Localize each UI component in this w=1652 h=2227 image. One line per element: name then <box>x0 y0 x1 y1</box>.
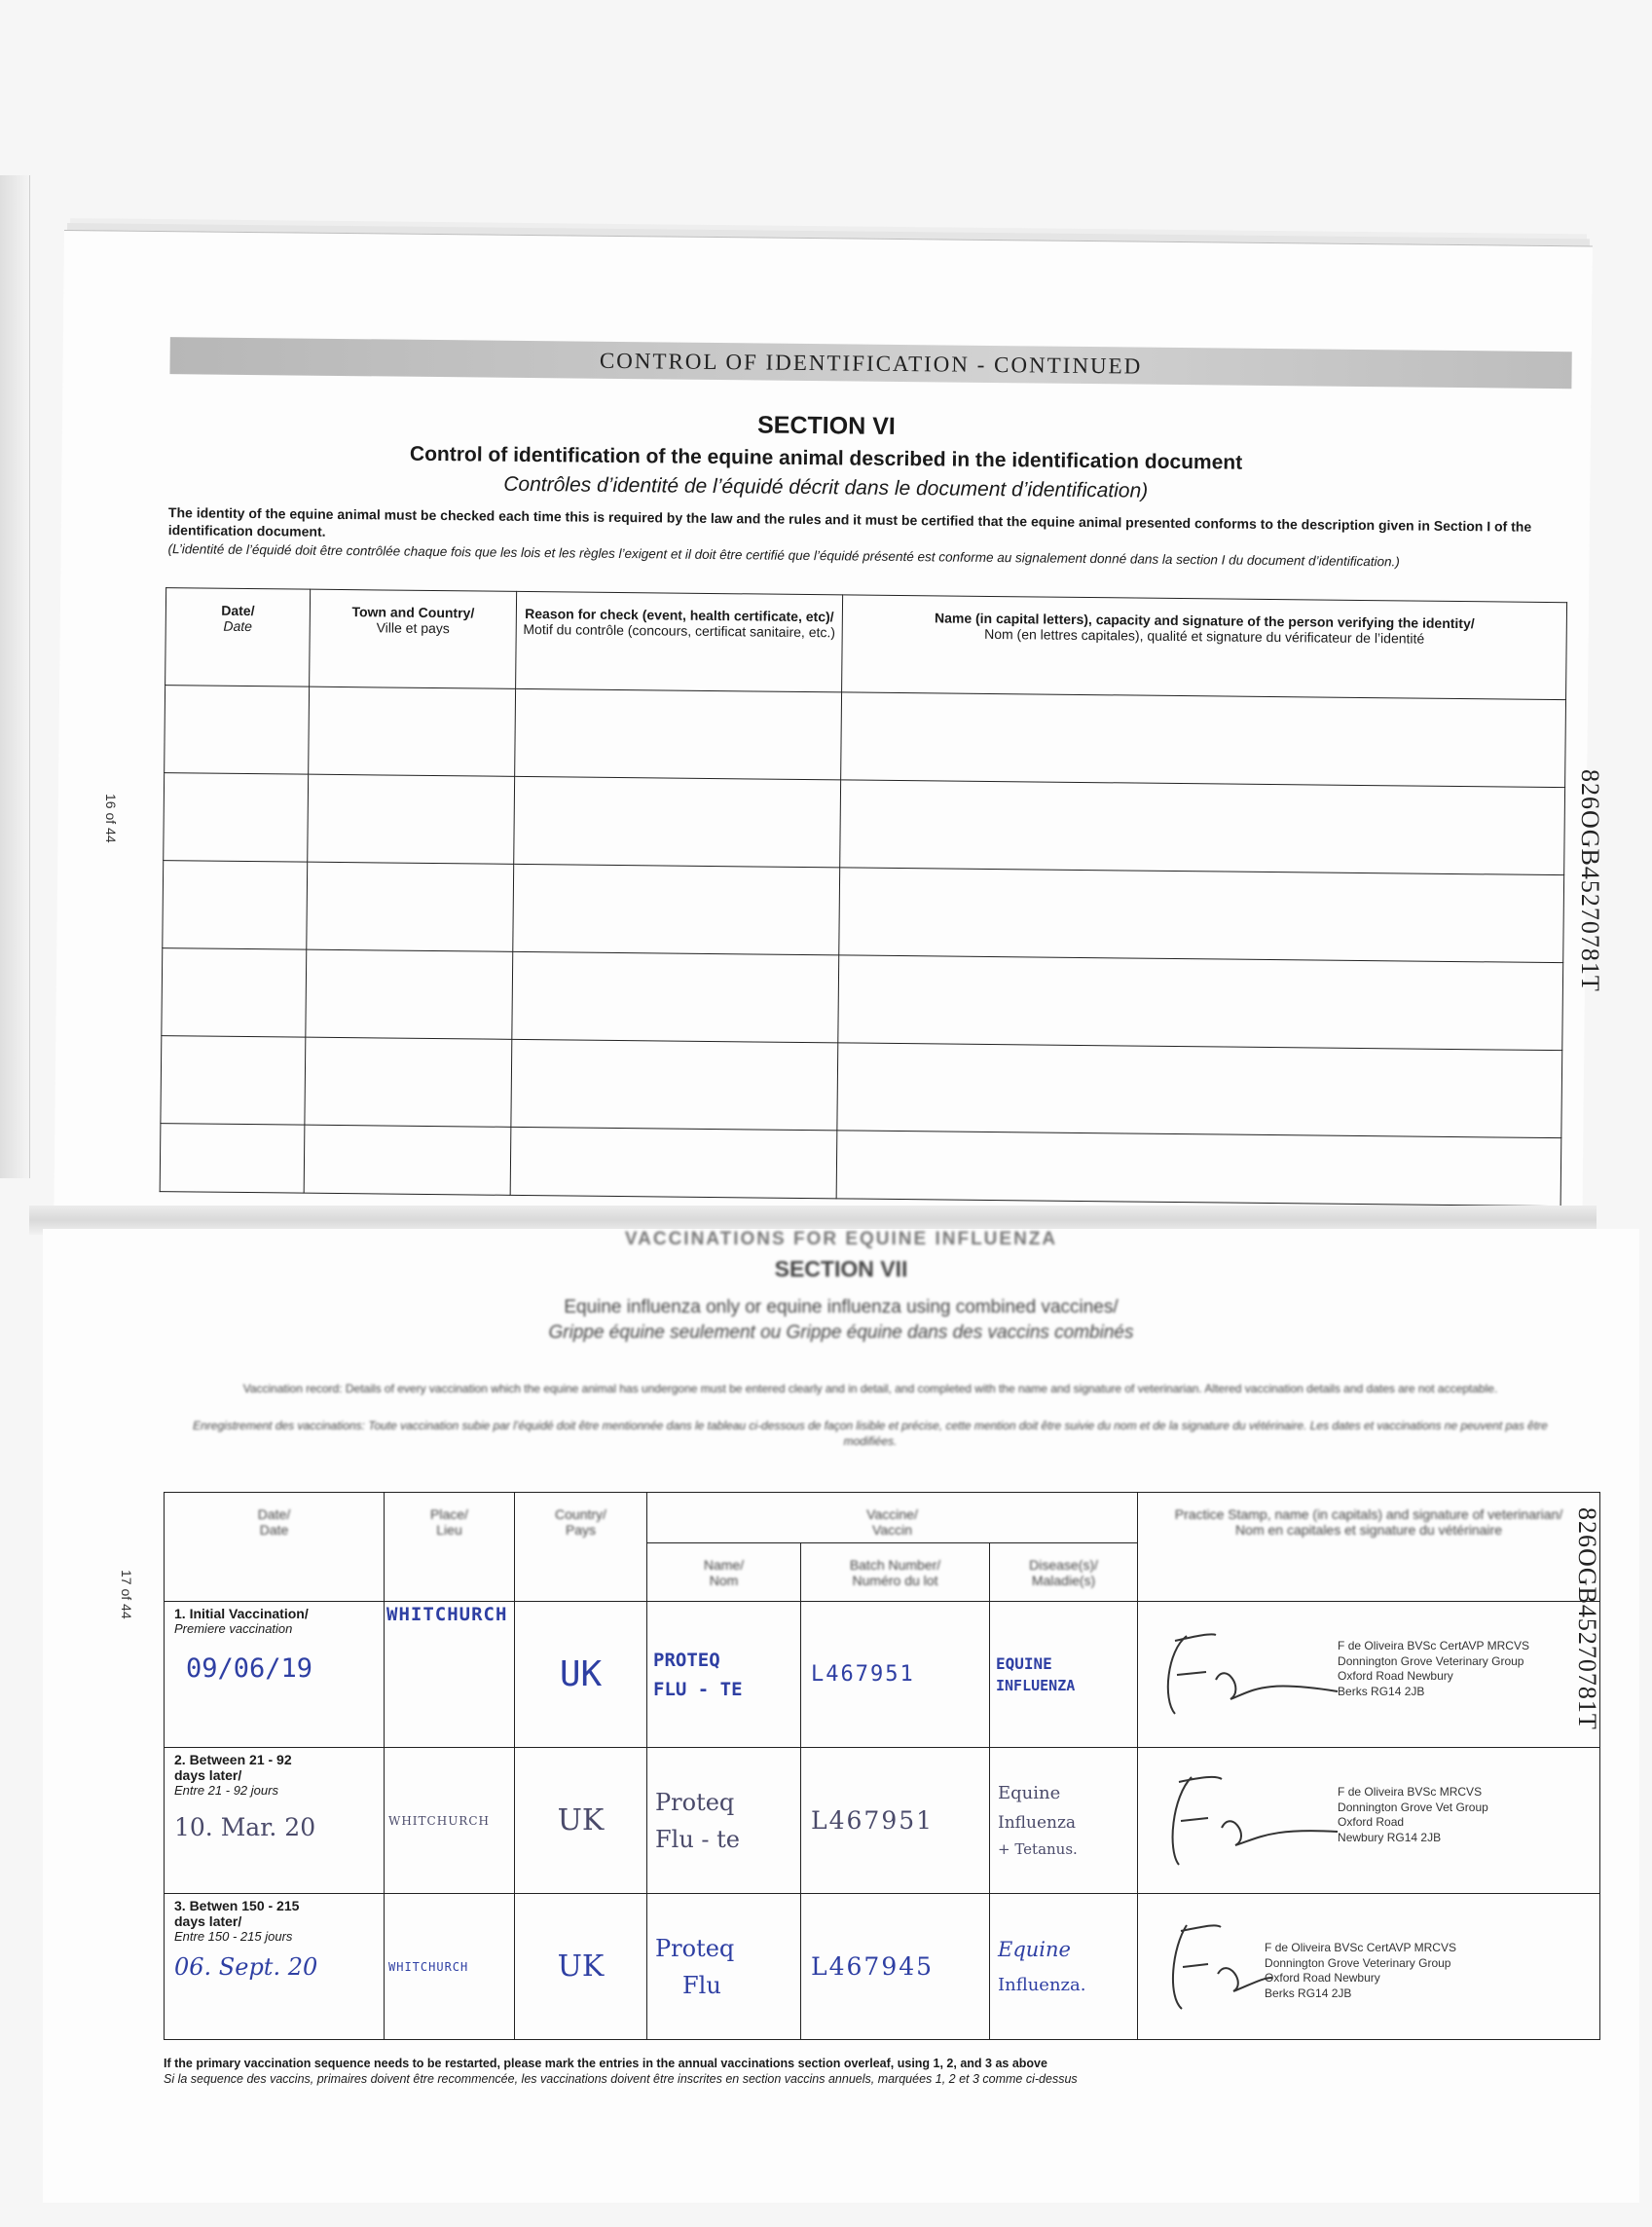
disease-cell[interactable]: Equine Influenza. <box>990 1894 1138 2040</box>
vet-stamp: F de Oliveira BVSc MRCVS Donnington Grove Vet Group Oxford Road Newbury RG14 2JB <box>1338 1785 1488 1844</box>
section-banner-blurred: VACCINATIONS FOR EQUINE INFLUENZA <box>624 1229 1058 1249</box>
header-country: Country/ Pays <box>515 1493 647 1602</box>
subtitle-english: Equine influenza only or equine influenza using combined vaccines/ <box>564 1297 1119 1318</box>
table-row <box>163 861 1564 963</box>
date-value: 10. Mar. 20 <box>174 1813 316 1841</box>
header-reason: Reason for check (event, health certificate, etc)/ Motif du contrôle (concours, certificat sanitaire, etc.) <box>516 591 843 692</box>
disease-cell[interactable]: EQUINE INFLUENZA <box>990 1602 1138 1748</box>
section-banner: CONTROL OF IDENTIFICATION - CONTINUED <box>169 337 1571 389</box>
header-vaccine: Vaccine/ Vaccin <box>647 1493 1138 1543</box>
date-cell[interactable]: 2. Between 21 - 92 days later/ Entre 21 - 92 jours 10. Mar. 20 <box>165 1748 385 1894</box>
binder-edge <box>0 175 30 1178</box>
place-cell[interactable]: WHITCHURCH <box>385 1748 515 1894</box>
date-cell[interactable]: 3. Betwen 150 - 215 days later/ Entre 150 - 215 jours 06. Sept. 20 <box>165 1894 385 2040</box>
vaccine-name-cell[interactable]: Proteq Flu <box>647 1894 801 2040</box>
identity-check-table <box>160 587 1567 1206</box>
country-cell[interactable]: UK <box>515 1602 647 1748</box>
vet-stamp: F de Oliveira BVSc CertAVP MRCVS Donnington Grove Veterinary Group Oxford Road Newbury Berks RG14 2JB <box>1338 1639 1529 1698</box>
header-date: Date/ Date <box>165 1493 385 1602</box>
header-practice-stamp: Practice Stamp, name (in capitals) and signature of veterinarian/ Nom en capitales et signature du vétérinaire <box>1138 1493 1600 1602</box>
vet-stamp: F de Oliveira BVSc CertAVP MRCVS Donnington Grove Veterinary Group Oxford Road Newbury Berks RG14 2JB <box>1265 1941 1456 2000</box>
batch-cell[interactable]: L467951 <box>801 1748 990 1894</box>
page-number-16: 16 of 44 <box>103 794 119 843</box>
country-cell[interactable]: UK <box>515 1894 647 2040</box>
vet-stamp-cell[interactable] <box>1138 1894 1600 2040</box>
place-cell[interactable]: WHITCHURCH <box>385 1894 515 2040</box>
intro-french: (L’identité de l’équidé doit être contrôlée chaque fois que les lois et les règles l’exigent et il doit être certifié que l’équidé présenté est conforme au signalement donné dans la section I du document d’identification.) <box>167 541 1400 570</box>
table-row <box>160 1124 1561 1206</box>
footer-note-french: Si la sequence des vaccins, primaires doivent être recommencée, les vaccinations doivent être inscrites en section vaccins annuels, marquées 1, 2 et 3 comme ci-dessus <box>164 2072 1078 2086</box>
table-row <box>161 1036 1562 1138</box>
batch-cell[interactable]: L467945 <box>801 1894 990 2040</box>
intro-french: Enregistrement des vaccinations: Toute vaccination subie par l’équidé doit être mentionnée dans le tableau ci-dessous de façon lisible et précise, cette mention doit être suivie du nom et de la signature du vétérinaire. Les dates et vaccinations ne peuvent pas être modifiées. <box>193 1419 1548 1449</box>
section-title: SECTION VII <box>774 1256 908 1281</box>
header-verifier: Name (in capital letters), capacity and signature of the person verifying the identity/ Nom (en lettres capitales), qualité et signature du vérificateur de l’identité <box>842 595 1567 700</box>
table-row <box>164 773 1565 875</box>
vet-stamp-cell[interactable] <box>1138 1602 1600 1748</box>
batch-cell[interactable]: L467951 <box>801 1602 990 1748</box>
table-row <box>165 686 1566 788</box>
header-vaccine-name: Name/ Nom <box>647 1543 801 1602</box>
header-disease: Disease(s)/ Maladie(s) <box>990 1543 1138 1602</box>
header-town: Town and Country/ Ville et pays <box>310 589 517 688</box>
header-date: Date/ Date <box>165 588 311 687</box>
header-place: Place/ Lieu <box>385 1493 515 1602</box>
date-value: 09/06/19 <box>186 1653 313 1684</box>
page-17 <box>43 1229 1639 2203</box>
header-batch-number: Batch Number/ Numéro du lot <box>801 1543 990 1602</box>
table-row <box>162 948 1563 1051</box>
footer-note-english: If the primary vaccination sequence needs to be restarted, please mark the entries in the annual vaccinations section overleaf, using 1, 2, and 3 as above <box>164 2057 1047 2070</box>
date-value: 06. Sept. 20 <box>174 1953 318 1981</box>
disease-cell[interactable]: Equine Influenza + Tetanus. <box>990 1748 1138 1894</box>
serial-number-top: 826OGB45270781T <box>1576 769 1604 992</box>
page-number-17: 17 of 44 <box>119 1570 134 1619</box>
intro-english: The identity of the equine animal must be checked each time this is required by the law and the rules and it must be certified that the equine animal presented conforms to the description given in Section I of the identification document. <box>167 504 1532 539</box>
page-16 <box>54 230 1593 1249</box>
serial-number-bottom: 826OGB45270781T <box>1573 1507 1601 1730</box>
vaccination-row-3 <box>165 1894 1600 2040</box>
title-french: Contrôles d’identité de l’équidé décrit dans le document d’identification) <box>503 472 1149 502</box>
title-english: Control of identification of the equine animal described in the identification document <box>409 442 1243 474</box>
vaccination-row-1 <box>165 1602 1600 1748</box>
vet-signature <box>1157 1621 1342 1728</box>
intro-english: Vaccination record: Details of every vaccination which the equine animal has undergone must be entered clearly and in detail, and completed with the name and signature of veterinarian. Altered vaccination details and dates are not acceptable. <box>242 1382 1498 1395</box>
vaccination-row-2 <box>165 1748 1600 1894</box>
subtitle-french: Grippe équine seulement ou Grippe équine dans des vaccins combinés <box>548 1322 1134 1343</box>
section-title: SECTION VI <box>756 411 896 440</box>
country-cell[interactable]: UK <box>515 1748 647 1894</box>
vet-stamp-cell[interactable] <box>1138 1748 1600 1894</box>
vaccine-name-cell[interactable]: Proteq Flu - te <box>647 1748 801 1894</box>
vet-signature <box>1157 1767 1342 1874</box>
vaccination-table <box>164 1492 1600 2040</box>
date-cell[interactable]: 1. Initial Vaccination/ Premiere vaccination 09/06/19 <box>165 1602 385 1748</box>
place-cell[interactable]: WHITCHURCH <box>385 1602 515 1748</box>
vaccine-name-cell[interactable]: PROTEQ FLU - TE <box>647 1602 801 1748</box>
